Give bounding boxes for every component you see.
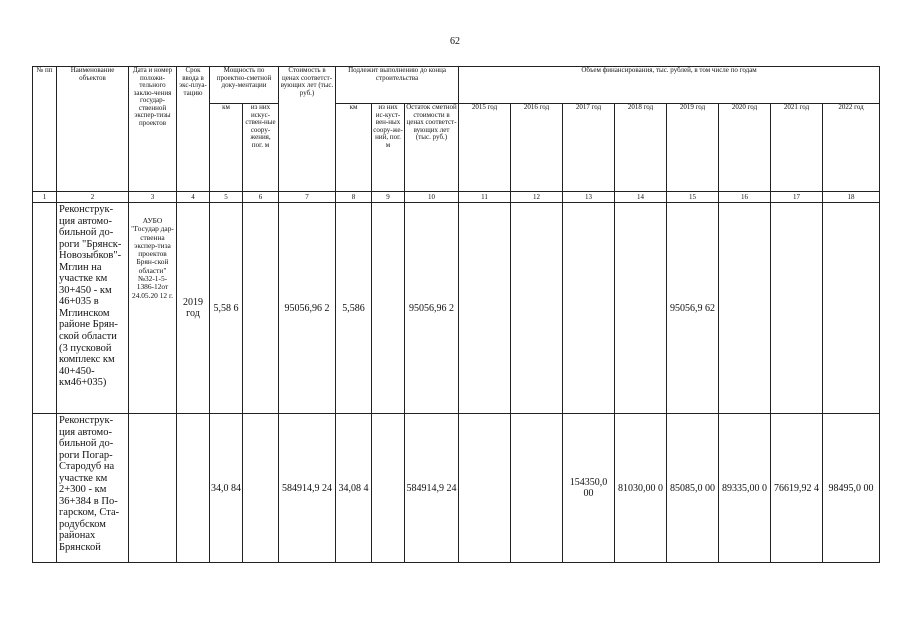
financing-2016: [511, 414, 563, 563]
column-number: 16: [719, 192, 771, 203]
financing-2020: 89335,00 0: [719, 414, 771, 563]
financing-2022: [823, 203, 880, 414]
header-remaining-structures: из них ис-куст-вен-ных соору-же-ний, пог. м: [372, 104, 405, 192]
column-number: 4: [177, 192, 210, 203]
header-remaining-km: км: [336, 104, 372, 192]
header-index: № пп: [33, 67, 57, 192]
financing-2022: 98495,0 00: [823, 414, 880, 563]
header-year-2022: 2022 год: [823, 104, 880, 192]
header-cost: Стоимость в ценах соответст-вующих лет (тыс. руб.): [279, 67, 336, 192]
column-number: 12: [511, 192, 563, 203]
header-year-2019: 2019 год: [667, 104, 719, 192]
remaining-structures: [372, 414, 405, 563]
remaining-km: 34,08 4: [336, 414, 372, 563]
header-year-2015: 2015 год: [459, 104, 511, 192]
table-row: [33, 203, 880, 414]
financing-2019: 95056,9 62: [667, 203, 719, 414]
column-number: 3: [129, 192, 177, 203]
financing-table: [32, 66, 880, 563]
column-number: 8: [336, 192, 372, 203]
capacity-km: 34,0 84: [210, 414, 243, 563]
header-capacity: Мощность по проектно-сметной доку-ментации: [210, 67, 279, 104]
column-number: 5: [210, 192, 243, 203]
capacity-structures: [243, 203, 279, 414]
financing-2017: 154350,0 00: [563, 414, 615, 563]
column-number: 18: [823, 192, 880, 203]
capacity-structures: [243, 414, 279, 563]
header-year-2020: 2020 год: [719, 104, 771, 192]
header-remaining-cost: Остаток сметной стоимости в ценах соответст-вующих лет (тыс. руб.): [405, 104, 459, 192]
header-year-2018: 2018 год: [615, 104, 667, 192]
commission-date: [177, 414, 210, 563]
column-number: 7: [279, 192, 336, 203]
financing-2016: [511, 203, 563, 414]
row-index: [33, 414, 57, 563]
column-number: 9: [372, 192, 405, 203]
object-name: Реконструк-ция автомо-бильной до-роги "Брянск-Новозыбков"-Мглин на участке км 30+450 - км 46+035 в Мглинском районе Брян-ской области (3 пусковой комплекс км 40+450-км46+035): [57, 203, 129, 414]
financing-2021: [771, 203, 823, 414]
table-row: [33, 414, 880, 563]
expertise-conclusion: АУБО "Государ дар-ственна экспер-тиза проектов Брян-ской области" №32-1-5-1386-12от 24.05.20 12 г.: [129, 203, 177, 414]
capacity-km: 5,58 6: [210, 203, 243, 414]
header-expertise: Дата и номер положи-тельного заклю-чения государ-ственной экспер-тизы проектов: [129, 67, 177, 192]
remaining-structures: [372, 203, 405, 414]
column-number: 14: [615, 192, 667, 203]
column-number: 11: [459, 192, 511, 203]
header-row-1: [33, 67, 880, 104]
header-year-2016: 2016 год: [511, 104, 563, 192]
financing-2020: [719, 203, 771, 414]
cost-value: 584914,9 24: [279, 414, 336, 563]
financing-2018: [615, 203, 667, 414]
cost-value: 95056,96 2: [279, 203, 336, 414]
column-number: 15: [667, 192, 719, 203]
financing-2017: [563, 203, 615, 414]
column-number-row: [33, 192, 880, 203]
header-year-2017: 2017 год: [563, 104, 615, 192]
header-remaining-works: Подлежит выполнению до конца строительства: [336, 67, 459, 104]
column-number: 10: [405, 192, 459, 203]
financing-2019: 85085,0 00: [667, 414, 719, 563]
expertise-conclusion: [129, 414, 177, 563]
remaining-cost: 95056,96 2: [405, 203, 459, 414]
financing-2015: [459, 203, 511, 414]
header-capacity-structures: из них искус-ствен-ные соору-жения, пог. м: [243, 104, 279, 192]
column-number: 17: [771, 192, 823, 203]
remaining-cost: 584914,9 24: [405, 414, 459, 563]
column-number: 1: [33, 192, 57, 203]
header-commission-date: Срок ввода в экс-плуа-тацию: [177, 67, 210, 192]
header-financing: Объем финансирования, тыс. рублей, в том числе по годам: [459, 67, 880, 104]
remaining-km: 5,586: [336, 203, 372, 414]
row-index: [33, 203, 57, 414]
financing-2018: 81030,00 0: [615, 414, 667, 563]
column-number: 6: [243, 192, 279, 203]
page-number: 62: [450, 36, 460, 47]
header-year-2021: 2021 год: [771, 104, 823, 192]
financing-2015: [459, 414, 511, 563]
financing-2021: 76619,92 4: [771, 414, 823, 563]
column-number: 2: [57, 192, 129, 203]
header-object-name: Наименование объектов: [57, 67, 129, 192]
commission-date: 2019 год: [177, 203, 210, 414]
header-capacity-km: км: [210, 104, 243, 192]
object-name: Реконструк-ция автомо-бильной до-роги Погар-Стародуб на участке км 2+300 - км 36+384 в По-гарском, Ста-родубском районах Брянской: [57, 414, 129, 563]
column-number: 13: [563, 192, 615, 203]
